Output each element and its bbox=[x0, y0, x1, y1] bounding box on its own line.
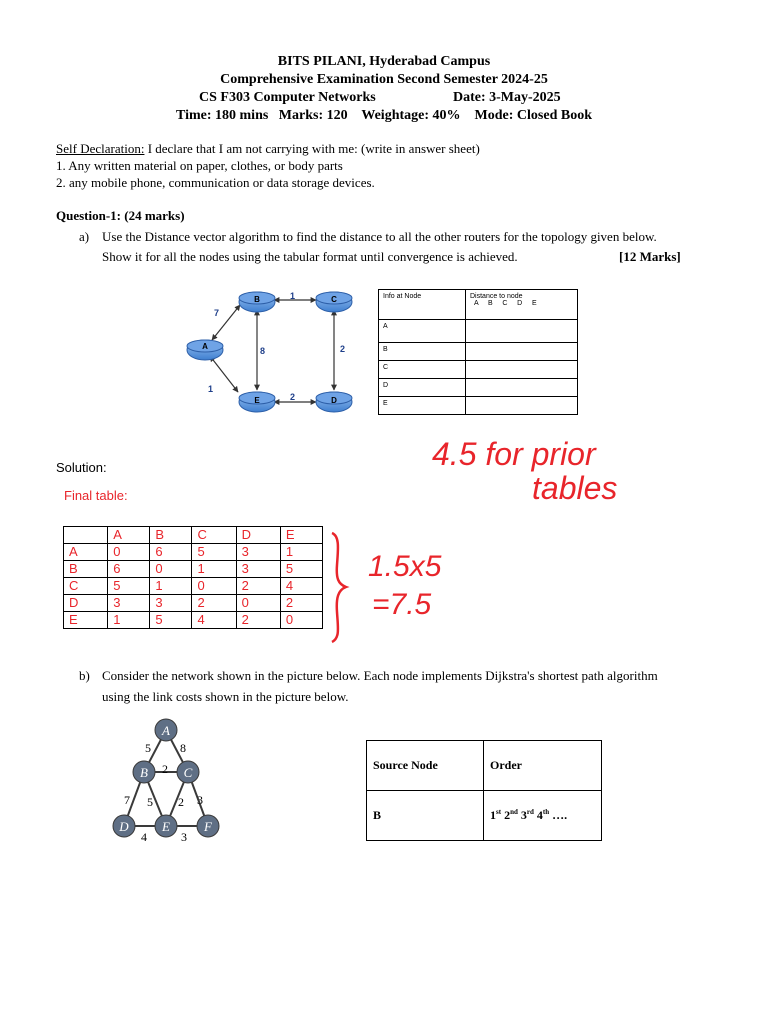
final-table-cell: 6 bbox=[150, 544, 192, 561]
svg-text:D: D bbox=[331, 396, 337, 405]
final-table-cell: 3 bbox=[108, 595, 150, 612]
final-table-row-header: B bbox=[64, 561, 108, 578]
part-b-line1: Consider the network shown in the picture below. Each node implements Dijkstra's shortest path algorithm bbox=[102, 668, 658, 683]
info-row-label: D bbox=[379, 379, 466, 397]
final-table-cell: 0 bbox=[150, 561, 192, 578]
final-table-cell: 3 bbox=[236, 561, 280, 578]
info-cell bbox=[466, 343, 578, 361]
edge-label: 2 bbox=[290, 392, 296, 402]
info-cell bbox=[466, 379, 578, 397]
node-e bbox=[239, 392, 275, 412]
final-table-cell: 5 bbox=[280, 561, 322, 578]
final-table-label: Final table: bbox=[64, 488, 128, 503]
node-e bbox=[155, 815, 177, 837]
declaration-label: Self Declaration: bbox=[56, 141, 145, 156]
info-row-label: C bbox=[379, 361, 466, 379]
final-table-row-header: D bbox=[64, 595, 108, 612]
edge-label: 3 bbox=[181, 830, 187, 844]
order-header: Order bbox=[484, 741, 602, 791]
edge-label: 2 bbox=[178, 795, 184, 809]
edge-label: 7 bbox=[124, 793, 130, 807]
final-table-cell: 1 bbox=[150, 578, 192, 595]
part-a-line2: Show it for all the nodes using the tabular format until convergence is achieved. bbox=[102, 249, 518, 264]
final-table-cell: 2 bbox=[236, 578, 280, 595]
edge-label: 1 bbox=[208, 384, 214, 394]
node-a bbox=[155, 719, 177, 741]
info-cell bbox=[466, 320, 578, 343]
node-a bbox=[187, 340, 223, 360]
final-table-col-header: C bbox=[192, 527, 236, 544]
order-suffix: rd bbox=[526, 808, 534, 816]
final-table-row-header: A bbox=[64, 544, 108, 561]
exam-date: Date: 3-May-2025 bbox=[453, 90, 561, 105]
question-title: Question-1: (24 marks) bbox=[56, 208, 185, 223]
part-a-marks: [12 Marks] bbox=[619, 249, 681, 264]
order-suffix: th bbox=[542, 808, 550, 816]
final-table-cell: 3 bbox=[236, 544, 280, 561]
svg-text:E: E bbox=[254, 396, 260, 405]
node-b bbox=[239, 292, 275, 312]
edge-a-e bbox=[210, 356, 238, 392]
info-row-label: E bbox=[379, 397, 466, 415]
info-head-cols: A B C D E bbox=[474, 300, 537, 307]
handwritten-brace bbox=[326, 530, 350, 645]
final-table-cell: 1 bbox=[108, 612, 150, 629]
final-table bbox=[63, 526, 323, 629]
network-diagram-b bbox=[100, 710, 230, 850]
final-table-cell: 6 bbox=[108, 561, 150, 578]
node-b bbox=[133, 761, 155, 783]
part-b-line2: using the link costs shown in the picture below. bbox=[102, 689, 349, 704]
info-head-left: Info at Node bbox=[379, 290, 466, 320]
final-table-corner bbox=[64, 527, 108, 544]
edge-label: 1 bbox=[290, 291, 296, 301]
source-node-header: Source Node bbox=[367, 741, 484, 791]
edge-label: 4 bbox=[141, 830, 147, 844]
order-part: 4 bbox=[533, 808, 543, 822]
svg-text:A: A bbox=[202, 342, 208, 351]
handwritten-tables-note: tables bbox=[532, 470, 618, 506]
svg-text:B: B bbox=[254, 295, 260, 304]
svg-text:D: D bbox=[119, 819, 129, 834]
final-table-cell: 5 bbox=[192, 544, 236, 561]
final-table-cell: 1 bbox=[280, 544, 322, 561]
order-part: 3 bbox=[517, 808, 527, 822]
final-table-cell: 0 bbox=[280, 612, 322, 629]
handwritten-calc-2: =7.5 bbox=[372, 588, 432, 621]
declaration-text: I declare that I am not carrying with me: (write in answer sheet) bbox=[144, 141, 480, 156]
final-table-col-header: A bbox=[108, 527, 150, 544]
node-c bbox=[177, 761, 199, 783]
final-table-cell: 1 bbox=[192, 561, 236, 578]
source-node-value: B bbox=[367, 791, 484, 841]
node-c bbox=[316, 292, 352, 312]
info-row-label: A bbox=[379, 320, 466, 343]
node-d bbox=[113, 815, 135, 837]
edge-label: 7 bbox=[214, 308, 220, 318]
final-table-cell: 4 bbox=[192, 612, 236, 629]
final-table-cell: 3 bbox=[150, 595, 192, 612]
institution-title: BITS PILANI, Hyderabad Campus bbox=[277, 54, 491, 69]
node-d bbox=[316, 392, 352, 412]
edge-label: 5 bbox=[145, 741, 151, 755]
final-table-col-header: B bbox=[150, 527, 192, 544]
order-suffix: st bbox=[496, 808, 502, 816]
part-a-label: a) bbox=[79, 229, 90, 244]
svg-text:F: F bbox=[204, 819, 212, 834]
final-table-cell: 0 bbox=[192, 578, 236, 595]
order-part: …. bbox=[549, 808, 568, 822]
final-table-col-header: D bbox=[236, 527, 280, 544]
svg-text:C: C bbox=[331, 295, 337, 304]
final-table-cell: 2 bbox=[280, 595, 322, 612]
info-cell bbox=[466, 361, 578, 379]
order-part: 1 bbox=[490, 808, 496, 822]
order-suffix: nd bbox=[510, 808, 518, 816]
svg-text:A: A bbox=[162, 723, 170, 738]
declaration-item: 2. any mobile phone, communication or data storage devices. bbox=[56, 175, 375, 190]
exam-title: Comprehensive Examination Second Semester 2024-25 bbox=[220, 72, 548, 87]
final-table-col-header: E bbox=[280, 527, 322, 544]
part-b-label: b) bbox=[79, 668, 90, 683]
info-cell bbox=[466, 397, 578, 415]
info-head-right-title: Distance to node bbox=[470, 293, 523, 300]
svg-text:C: C bbox=[183, 765, 193, 780]
edge-label: 2 bbox=[162, 762, 168, 776]
edge-label: 2 bbox=[340, 344, 346, 354]
handwritten-prior-note: 4.5 for prior bbox=[432, 436, 596, 472]
svg-text:E: E bbox=[162, 819, 170, 834]
topology-diagram-a bbox=[180, 280, 370, 430]
final-table-cell: 2 bbox=[192, 595, 236, 612]
part-a-line1: Use the Distance vector algorithm to find the distance to all the other routers for the topology given below. bbox=[102, 229, 657, 244]
handwritten-calc-1: 1.5x5 bbox=[368, 550, 442, 583]
info-head-right bbox=[466, 290, 578, 320]
final-table-cell: 2 bbox=[236, 612, 280, 629]
final-table-cell: 5 bbox=[108, 578, 150, 595]
declaration-item: 1. Any written material on paper, clothes, or body parts bbox=[56, 158, 343, 173]
solution-label: Solution: bbox=[56, 460, 107, 475]
final-table-cell: 5 bbox=[150, 612, 192, 629]
edge-label: 8 bbox=[260, 346, 266, 356]
order-value bbox=[484, 791, 602, 841]
edge-label: 3 bbox=[197, 793, 203, 807]
edge-label: 5 bbox=[147, 795, 153, 809]
exam-meta: Time: 180 mins Marks: 120 Weightage: 40% Mode: Closed Book bbox=[176, 108, 592, 123]
info-table bbox=[378, 289, 578, 415]
edge-label: 8 bbox=[180, 741, 186, 755]
final-table-cell: 0 bbox=[108, 544, 150, 561]
self-declaration bbox=[56, 140, 480, 157]
svg-text:B: B bbox=[140, 765, 148, 780]
node-f bbox=[197, 815, 219, 837]
final-table-row-header: E bbox=[64, 612, 108, 629]
source-order-table bbox=[366, 740, 602, 841]
final-table-row-header: C bbox=[64, 578, 108, 595]
info-row-label: B bbox=[379, 343, 466, 361]
final-table-cell: 4 bbox=[280, 578, 322, 595]
final-table-cell: 0 bbox=[236, 595, 280, 612]
order-part: 2 bbox=[501, 808, 511, 822]
course-title: CS F303 Computer Networks bbox=[199, 90, 376, 105]
